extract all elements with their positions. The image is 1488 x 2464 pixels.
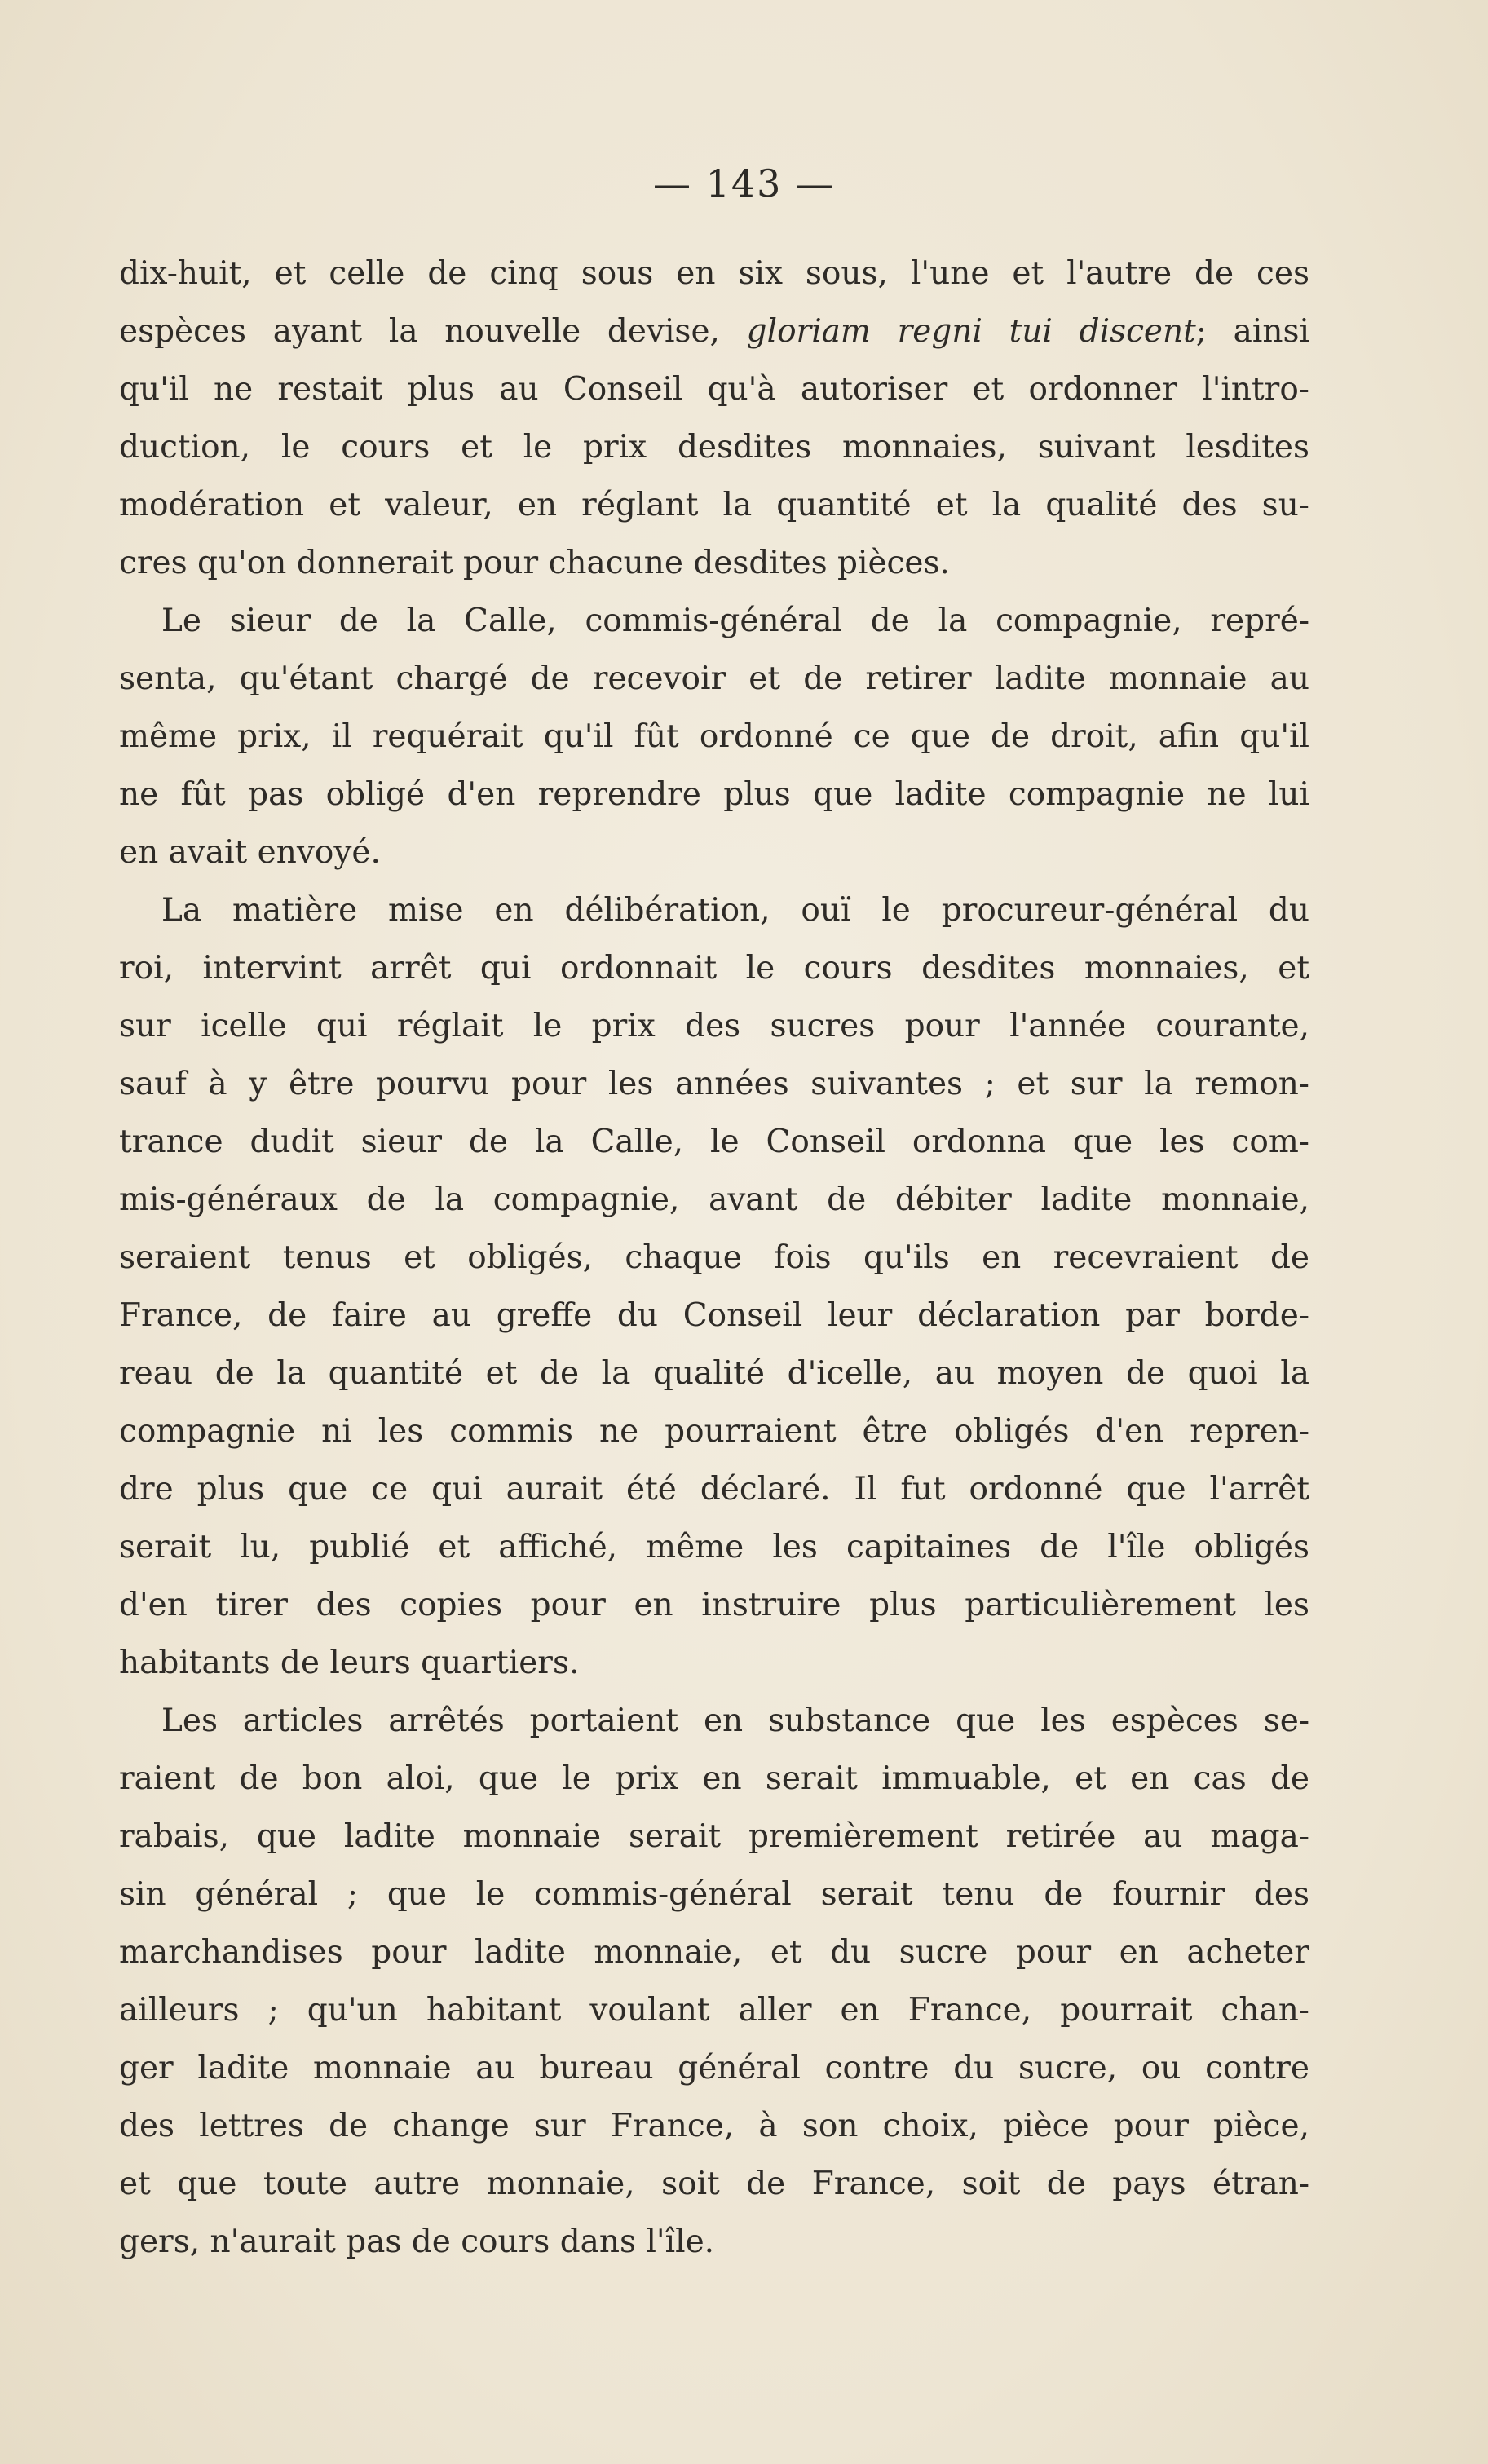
text-line: modération et valeur, en réglant la quantité et la qualité des su- <box>119 487 1309 523</box>
text-line: senta, qu'étant chargé de recevoir et de retirer ladite monnaie au <box>119 660 1309 697</box>
text-line: et que toute autre monnaie, soit de France, soit de pays étran- <box>119 2166 1309 2202</box>
text-line: en avait envoyé. <box>119 834 381 871</box>
text-line: qu'il ne restait plus au Conseil qu'à autoriser et ordonner l'intro- <box>119 371 1309 408</box>
text-line: des lettres de change sur France, à son choix, pièce pour pièce, <box>119 2108 1309 2144</box>
text-line: duction, le cours et le prix desdites monnaies, suivant lesdites <box>119 429 1309 466</box>
text-line: compagnie ni les commis ne pourraient être obligés d'en repren- <box>119 1413 1309 1450</box>
text-line: reau de la quantité et de la qualité d'icelle, au moyen de quoi la <box>119 1355 1309 1392</box>
text-line: gers, n'aurait pas de cours dans l'île. <box>119 2223 715 2260</box>
text-line: même prix, il requérait qu'il fût ordonné ce que de droit, afin qu'il <box>119 718 1309 755</box>
latin-motto: gloriam regni tui discent <box>746 313 1196 350</box>
text-line: Le sieur de la Calle, commis-général de la compagnie, repré- <box>161 603 1309 639</box>
text-line: serait lu, publié et affiché, même les capitaines de l'île obligés <box>119 1529 1309 1565</box>
text-line: trance dudit sieur de la Calle, le Conseil ordonna que les com- <box>119 1124 1309 1160</box>
page-number: — 143 — <box>652 161 836 205</box>
body-text <box>119 245 1309 2271</box>
text-segment: ; ainsi <box>1195 313 1309 350</box>
text-line: d'en tirer des copies pour en instruire plus particulièrement les <box>119 1587 1309 1623</box>
text-line: ailleurs ; qu'un habitant voulant aller en France, pourrait chan- <box>119 1992 1309 2029</box>
text-line: raient de bon aloi, que le prix en serait immuable, et en cas de <box>119 1760 1309 1797</box>
text-line: habitants de leurs quartiers. <box>119 1645 580 1681</box>
text-line: cres qu'on donnerait pour chacune desdites pièces. <box>119 545 950 581</box>
text-line: sauf à y être pourvu pour les années suivantes ; et sur la remon- <box>119 1066 1309 1102</box>
text-segment: espèces ayant la nouvelle devise, <box>119 313 747 350</box>
text-line: roi, intervint arrêt qui ordonnait le cours desdites monnaies, et <box>119 950 1309 987</box>
paragraph <box>119 245 1309 592</box>
text-line: France, de faire au greffe du Conseil leur déclaration par borde- <box>119 1297 1309 1334</box>
text-line: sin général ; que le commis-général serait tenu de fournir des <box>119 1876 1309 1913</box>
text-line: ger ladite monnaie au bureau général contre du sucre, ou contre <box>119 2050 1309 2086</box>
text-line: sur icelle qui réglait le prix des sucres pour l'année courante, <box>119 1008 1309 1044</box>
paragraph <box>119 881 1309 1692</box>
text-line: Les articles arrêtés portaient en substance que les espèces se- <box>161 1702 1309 1739</box>
text-line: seraient tenus et obligés, chaque fois qu'ils en recevraient de <box>119 1239 1309 1276</box>
paragraph <box>119 1692 1309 2271</box>
paragraph <box>119 592 1309 881</box>
text-line: La matière mise en délibération, ouï le procureur-général du <box>161 892 1309 929</box>
text-line: ne fût pas obligé d'en reprendre plus que ladite compagnie ne lui <box>119 776 1309 813</box>
text-line <box>119 302 1309 360</box>
text-line: marchandises pour ladite monnaie, et du sucre pour en acheter <box>119 1934 1309 1971</box>
text-line: rabais, que ladite monnaie serait premièrement retirée au maga- <box>119 1818 1309 1855</box>
text-line: dre plus que ce qui aurait été déclaré. Il fut ordonné que l'arrêt <box>119 1471 1309 1508</box>
text-line: mis-généraux de la compagnie, avant de débiter ladite monnaie, <box>119 1181 1309 1218</box>
text-line: dix-huit, et celle de cinq sous en six sous, l'une et l'autre de ces <box>119 255 1309 292</box>
